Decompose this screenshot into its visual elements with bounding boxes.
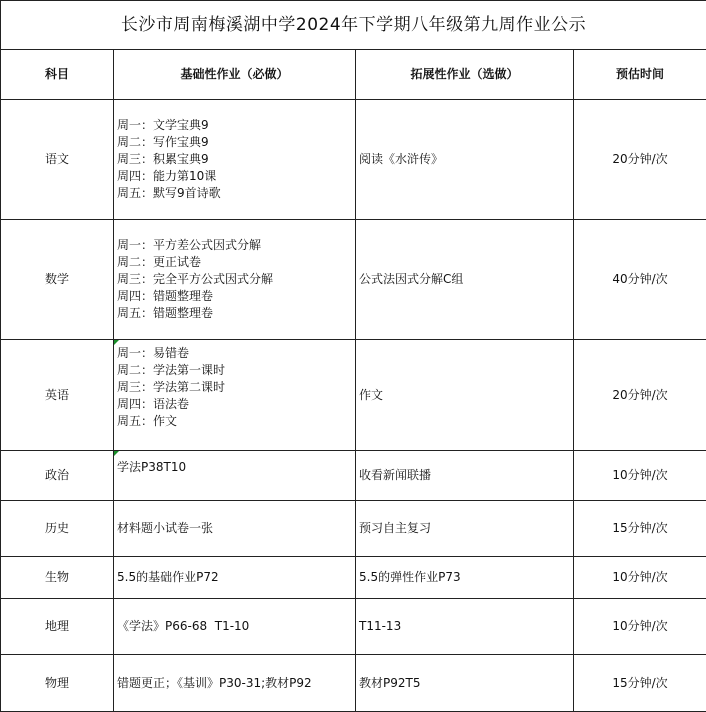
basic-cell	[114, 340, 356, 451]
table-row	[1, 100, 706, 220]
subject-cell: 数学	[1, 220, 114, 340]
page-title: 长沙市周南梅溪湖中学2024年下学期八年级第九周作业公示	[1, 1, 706, 50]
basic-cell	[114, 599, 356, 655]
basic-cell	[114, 451, 356, 501]
table-row	[1, 340, 706, 451]
basic-line: 周三：积累宝典9	[117, 152, 209, 166]
time-cell: 10分钟/次	[574, 599, 706, 655]
header-subject: 科目	[1, 50, 114, 100]
extension-cell: 阅读《水浒传》	[356, 100, 574, 220]
extension-cell: T11-13	[356, 599, 574, 655]
basic-line: 周五：错题整理卷	[117, 306, 214, 320]
basic-line: 周二：写作宝典9	[117, 135, 209, 149]
title-row	[1, 1, 706, 50]
time-cell: 10分钟/次	[574, 557, 706, 599]
time-cell: 10分钟/次	[574, 451, 706, 501]
time-cell: 15分钟/次	[574, 655, 706, 712]
table-row	[1, 557, 706, 599]
subject-cell: 语文	[1, 100, 114, 220]
basic-line: 材料题小试卷一张	[117, 521, 214, 535]
extension-cell: 公式法因式分解C组	[356, 220, 574, 340]
header-time: 预估时间	[574, 50, 706, 100]
basic-line: 周二：更正试卷	[117, 255, 202, 269]
basic-line: 周四：语法卷	[117, 397, 190, 411]
basic-line: 周一：易错卷	[117, 346, 190, 360]
basic-line: 学法P38T10	[117, 460, 187, 474]
time-cell: 40分钟/次	[574, 220, 706, 340]
basic-line: 周三：学法第二课时	[117, 380, 226, 394]
header-row	[1, 50, 706, 100]
basic-line: 周五：作文	[117, 414, 178, 428]
extension-cell: 收看新闻联播	[356, 451, 574, 501]
table-row	[1, 220, 706, 340]
time-cell: 15分钟/次	[574, 501, 706, 557]
basic-cell	[114, 655, 356, 712]
subject-cell: 历史	[1, 501, 114, 557]
subject-cell: 政治	[1, 451, 114, 501]
basic-line: 周一：平方差公式因式分解	[117, 238, 262, 252]
time-cell: 20分钟/次	[574, 340, 706, 451]
basic-cell	[114, 557, 356, 599]
extension-cell: 教材P92T5	[356, 655, 574, 712]
basic-line: 周三：完全平方公式因式分解	[117, 272, 274, 286]
basic-cell	[114, 100, 356, 220]
table-row	[1, 451, 706, 501]
basic-line: 《学法》P66-68 T1-10	[117, 619, 250, 633]
subject-cell: 英语	[1, 340, 114, 451]
table-row	[1, 501, 706, 557]
basic-cell	[114, 501, 356, 557]
time-cell: 20分钟/次	[574, 100, 706, 220]
basic-line: 周一：文学宝典9	[117, 118, 209, 132]
basic-cell	[114, 220, 356, 340]
extension-cell: 5.5的弹性作业P73	[356, 557, 574, 599]
basic-line: 周五：默写9首诗歌	[117, 186, 221, 200]
extension-cell: 预习自主复习	[356, 501, 574, 557]
header-extension: 拓展性作业（选做）	[356, 50, 574, 100]
table-row	[1, 655, 706, 712]
basic-line: 周四：能力第10课	[117, 169, 217, 183]
header-basic: 基础性作业（必做）	[114, 50, 356, 100]
basic-line: 错题更正；《基训》P30-31;教材P92	[117, 675, 312, 690]
subject-cell: 物理	[1, 655, 114, 712]
table-row	[1, 599, 706, 655]
subject-cell: 地理	[1, 599, 114, 655]
subject-cell: 生物	[1, 557, 114, 599]
extension-cell: 作文	[356, 340, 574, 451]
basic-line: 周四：错题整理卷	[117, 289, 214, 303]
basic-line: 5.5的基础作业P72	[117, 570, 219, 584]
basic-line: 周二：学法第一课时	[117, 363, 226, 377]
